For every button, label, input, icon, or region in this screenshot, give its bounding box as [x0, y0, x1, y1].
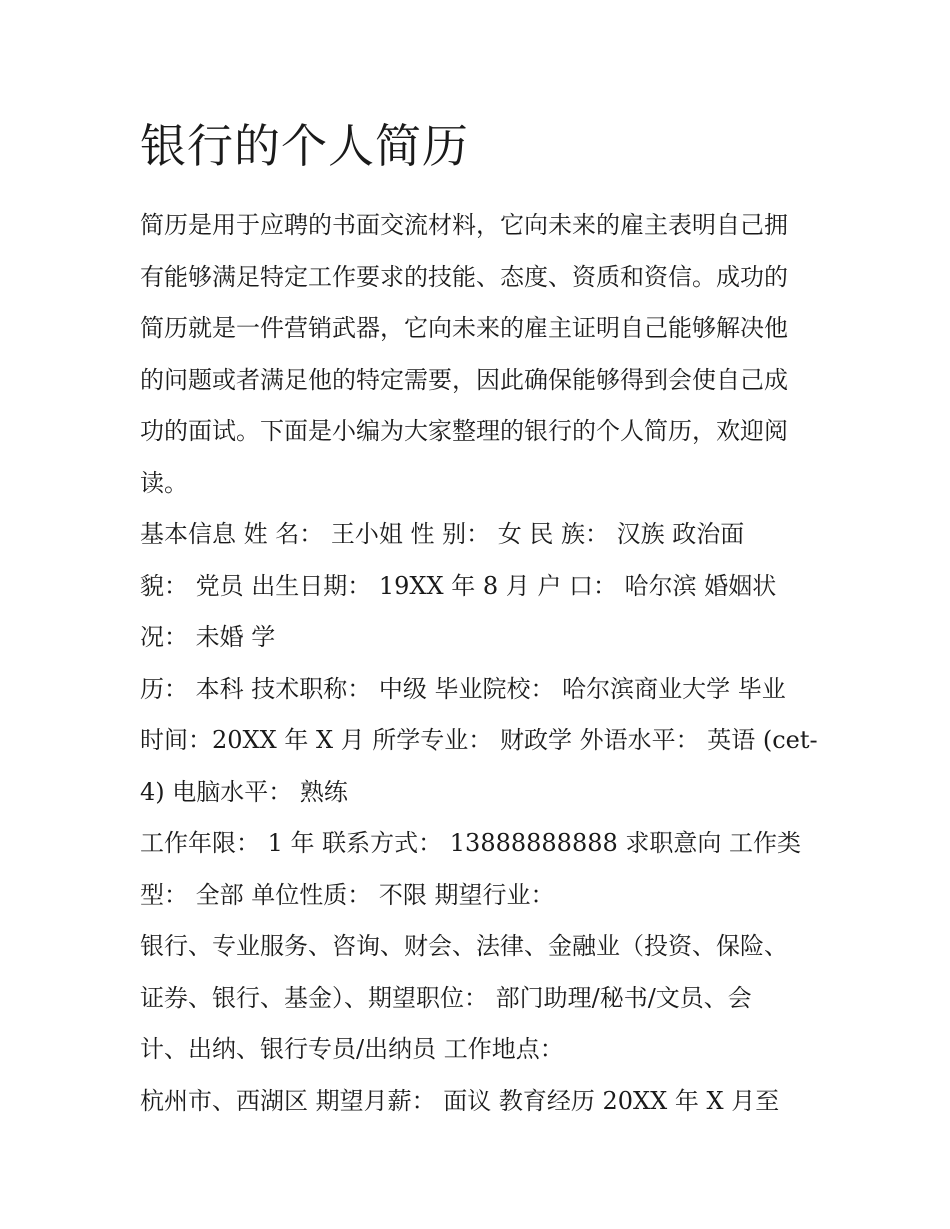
- industry-line: 证券、银行、基金）、期望职位： 部门助理/秘书/文员、会: [140, 983, 752, 1012]
- location-line: 杭州市、西湖区 期望月薪： 面议 教育经历 20XX 年 X 月至: [140, 1086, 780, 1115]
- document-page: [140, 112, 818, 1127]
- intro-line: 的问题或者满足他的特定需要，因此确保能够得到会使自己成: [140, 365, 788, 394]
- intro-line: 有能够满足特定工作要求的技能、态度、资质和资信。成功的: [140, 262, 788, 291]
- basic-info-line: 基本信息 姓 名： 王小姐 性 别： 女 民 族： 汉族 政治面: [140, 520, 745, 548]
- industry-paragraph: [140, 921, 812, 1076]
- intro-line: 简历就是一件营销武器，它向未来的雇主证明自己能够解决他: [140, 314, 788, 342]
- basic-info-line: 况： 未婚 学: [140, 623, 276, 651]
- location-paragraph: [140, 1076, 812, 1128]
- education-line: 4) 电脑水平： 熟练: [140, 777, 348, 806]
- industry-line: 计、出纳、银行专员/出纳员 工作地点：: [140, 1035, 564, 1063]
- basic-info-paragraph: [140, 509, 812, 664]
- work-intent-line: 工作年限： 1 年 联系方式： 13888888888 求职意向 工作类: [140, 829, 802, 857]
- intro-line: 读。: [140, 468, 188, 497]
- basic-info-line: 貌： 党员 出生日期： 19XX 年 8 月 户 口： 哈尔滨 婚姻状: [140, 571, 777, 600]
- intro-line: 简历是用于应聘的书面交流材料，它向未来的雇主表明自己拥: [140, 211, 788, 239]
- work-intent-line: 型： 全部 单位性质： 不限 期望行业：: [140, 880, 555, 909]
- industry-line: 银行、专业服务、咨询、财会、法律、金融业（投资、保险、: [140, 932, 788, 960]
- intro-line: 功的面试。下面是小编为大家整理的银行的个人简历，欢迎阅: [140, 417, 788, 445]
- education-paragraph: [140, 664, 818, 819]
- education-line: 历： 本科 技术职称： 中级 毕业院校： 哈尔滨商业大学 毕业: [140, 674, 786, 703]
- work-intent-paragraph: [140, 818, 812, 921]
- intro-paragraph: [140, 200, 812, 509]
- education-line: 时间：20XX 年 X 月 所学专业： 财政学 外语水平： 英语 (cet-: [140, 726, 818, 754]
- page-title: 银行的个人简历: [140, 119, 469, 173]
